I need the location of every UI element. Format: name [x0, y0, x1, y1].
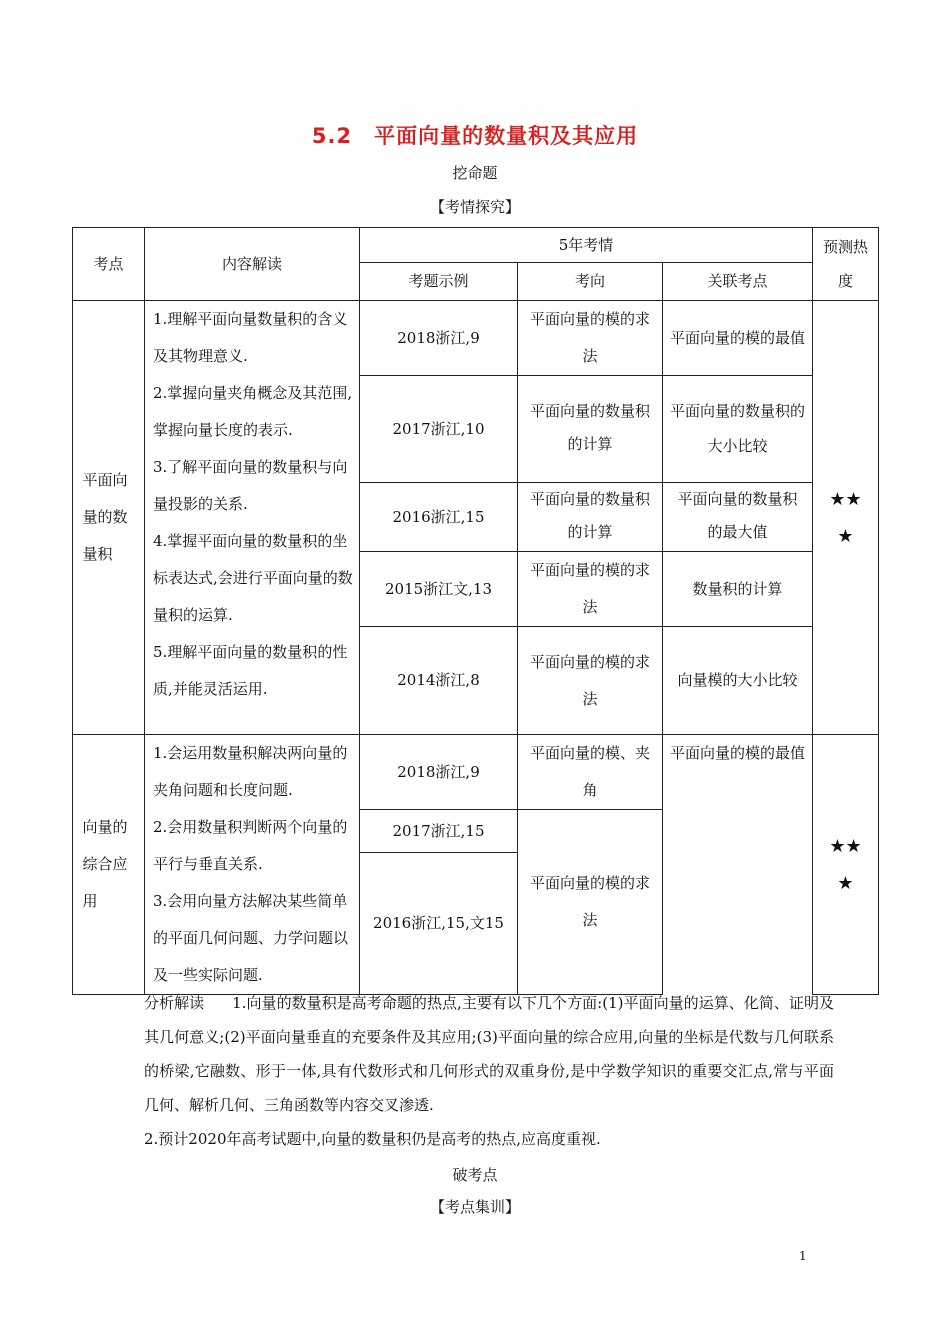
related-cell: 平面向量的数量积的大小比较: [663, 376, 813, 483]
analysis-paragraph: [144, 986, 834, 1156]
section-heading-wamingti: 挖命题: [452, 164, 498, 182]
direction-cell: 平面向量的模、夹角: [518, 735, 663, 810]
related-cell: 平面向量的模的最值: [663, 301, 813, 376]
example-cell: 2018浙江,9: [360, 301, 518, 376]
page-title: [0, 120, 950, 150]
direction-cell: 平面向量的模的求法: [518, 810, 663, 995]
content-item: 2.会用数量积判断两个向量的平行与垂直关系.: [153, 818, 348, 873]
example-cell: 2018浙江,9: [360, 735, 518, 810]
related-cell: 数量积的计算: [663, 552, 813, 627]
content-item: 5.理解平面向量的数量积的性质,并能灵活运用.: [153, 643, 348, 698]
content-item: 2.掌握向量夹角概念及其范围,掌握向量长度的表示.: [153, 384, 353, 439]
example-cell: 2014浙江,8: [360, 627, 518, 735]
content-item: 3.会用向量方法解决某些简单的平面几何问题、力学问题以及一些实际问题.: [153, 892, 349, 984]
direction-cell: 平面向量的模的求法: [518, 552, 663, 627]
direction-cell: 平面向量的模的求法: [518, 627, 663, 735]
topic-cell: 向量的综合应用: [73, 735, 145, 995]
section-heading-jixun: 【考点集训】: [429, 1198, 520, 1216]
header-related: 关联考点: [663, 263, 813, 301]
example-cell: 2017浙江,10: [360, 376, 518, 483]
header-neirong: 内容解读: [145, 228, 360, 301]
header-five-years: 5年考情: [360, 228, 813, 263]
content-cell: [145, 735, 360, 995]
example-cell: 2016浙江,15,文15: [360, 853, 518, 995]
header-heat: 预测热度: [813, 228, 879, 301]
analysis-lead: 分析解读: [144, 994, 205, 1012]
direction-cell: 平面向量的数量积的计算: [518, 376, 663, 483]
content-cell: [145, 301, 360, 735]
analysis-point-2: 2.预计2020年高考试题中,向量的数量积仍是高考的热点,应高度重视.: [144, 1130, 601, 1148]
example-cell: 2015浙江文,13: [360, 552, 518, 627]
heat-stars: ★★★: [813, 301, 879, 735]
page-number: 1: [799, 1249, 807, 1263]
direction-cell: 平面向量的数量积的计算: [518, 483, 663, 552]
header-kaodian: 考点: [73, 228, 145, 301]
section-number: 5.2: [311, 124, 353, 148]
content-item: 1.理解平面向量数量积的含义及其物理意义.: [153, 310, 348, 365]
content-item: 1.会运用数量积解决两向量的夹角问题和长度问题.: [153, 744, 348, 799]
related-cell: 平面向量的数量积的最大值: [663, 483, 813, 552]
heat-stars: ★★★: [813, 735, 879, 995]
content-item: 3.了解平面向量的数量积与向量投影的关系.: [153, 458, 348, 513]
exam-analysis-table: [72, 227, 879, 995]
direction-cell: 平面向量的模的求法: [518, 301, 663, 376]
section-title-text: 平面向量的数量积及其应用: [374, 124, 639, 148]
header-examples: 考题示例: [360, 263, 518, 301]
analysis-point-1: 1.向量的数量积是高考命题的热点,主要有以下几个方面:(1)平面向量的运算、化简、证明及其几何意义;(2)平面向量垂直的充要条件及其应用;(3)平面向量的综合应用,向量的坐标是代数与几何联系的桥梁,它融数、形于一体,具有代数形式和几何形式的双重身份,是中学数学知识的重要交汇点,常与平面几何、解析几何、三角函数等内容交叉渗透.: [144, 994, 834, 1114]
section-heading-kaoqing: 【考情探究】: [429, 198, 520, 216]
example-cell: 2017浙江,15: [360, 810, 518, 853]
related-cell: 向量模的大小比较: [663, 627, 813, 735]
section-heading-pokaodian: 破考点: [452, 1166, 498, 1184]
related-cell: 平面向量的模的最值: [663, 735, 813, 995]
header-direction: 考向: [518, 263, 663, 301]
content-item: 4.掌握平面向量的数量积的坐标表达式,会进行平面向量的数量积的运算.: [153, 532, 353, 624]
example-cell: 2016浙江,15: [360, 483, 518, 552]
topic-cell: 平面向量的数量积: [73, 301, 145, 735]
